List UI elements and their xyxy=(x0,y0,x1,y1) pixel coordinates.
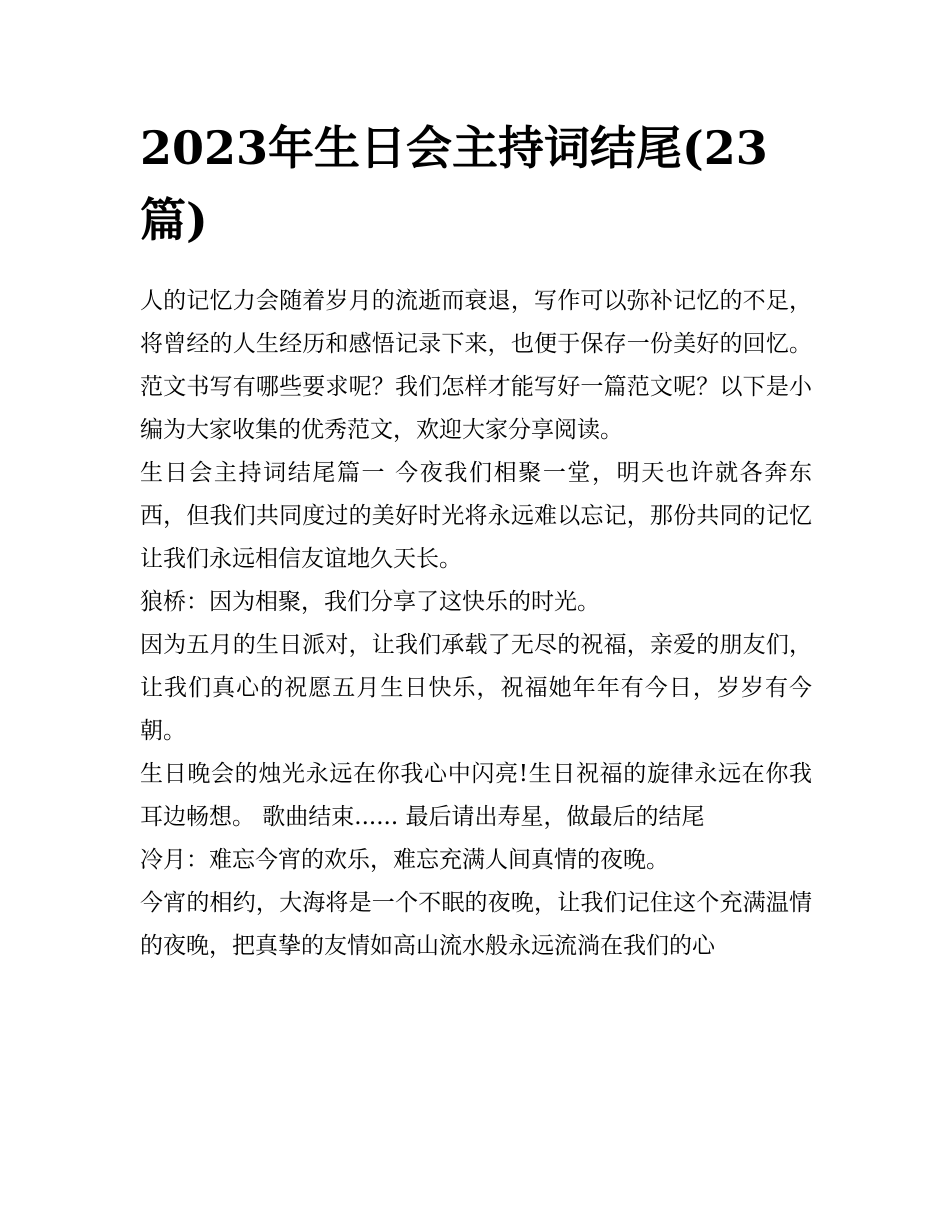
document-title: 2023年生日会主持词结尾(23篇) xyxy=(140,121,768,247)
paragraph: 人的记忆力会随着岁月的流逝而衰退，写作可以弥补记忆的不足，将曾经的人生经历和感悟记录下来，也便于保存一份美好的回忆。范文书写有哪些要求呢？我们怎样才能写好一篇范文呢？以下是小编为大家收集的优秀范文，欢迎大家分享阅读。 xyxy=(140,288,812,443)
document-body xyxy=(140,280,812,968)
paragraph: 生日晚会的烛光永远在你我心中闪亮!生日祝福的旋律永远在你我耳边畅想。 歌曲结束...... 最后请出寿星，做最后的结尾 xyxy=(140,761,812,830)
paragraph: 狼桥：因为相聚，我们分享了这快乐的时光。 xyxy=(140,589,600,615)
paragraph: 因为五月的生日派对，让我们承载了无尽的祝福，亲爱的朋友们，让我们真心的祝愿五月生日快乐，祝福她年年有今日，岁岁有今朝。 xyxy=(140,632,812,744)
paragraph: 生日会主持词结尾篇一 今夜我们相聚一堂，明天也许就各奔东西，但我们共同度过的美好时光将永远难以忘记，那份共同的记忆让我们永远相信友谊地久天长。 xyxy=(140,460,812,572)
paragraph: 冷月：难忘今宵的欢乐，难忘充满人间真情的夜晚。 xyxy=(140,847,669,873)
paragraph: 今宵的相约，大海将是一个不眠的夜晚，让我们记住这个充满温情的夜晚，把真挚的友情如高山流水般永远流淌在我们的心 xyxy=(140,890,812,959)
